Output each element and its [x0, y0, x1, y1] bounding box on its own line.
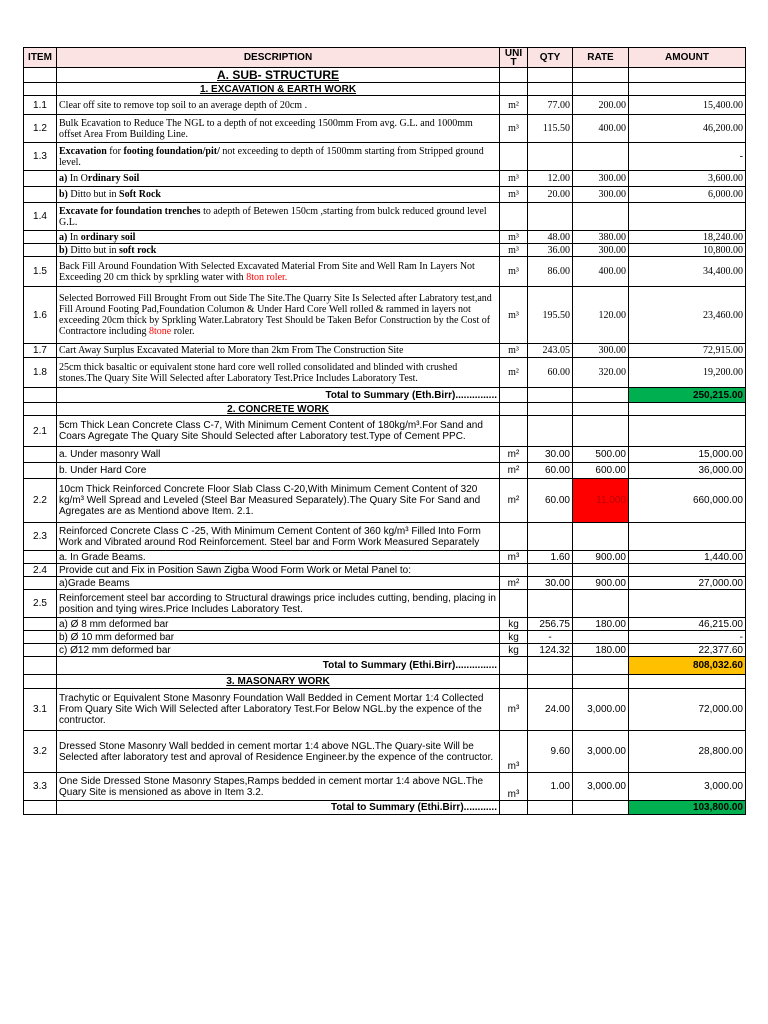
table-row — [24, 631, 746, 644]
item-description: 10cm Thick Reinforced Concrete Floor Slab Class C-20,With Minimum Cement Content of 320 kg/m³ Well Spread and Leveled (Steel Bar Measured Separately).The Quary Site For Sand and Agregates are as Mentiond above Item. 2.1. — [57, 479, 500, 523]
item-unit: m³ — [500, 171, 528, 187]
item-description: a. Under masonry Wall — [57, 447, 500, 463]
item-rate: 180.00 — [573, 618, 629, 631]
table-row — [24, 618, 746, 631]
group-title: 1. EXCAVATION & EARTH WORK — [57, 83, 500, 96]
item-description: Clear off site to remove top soil to an average depth of 20cm . — [57, 96, 500, 115]
table-row — [24, 577, 746, 590]
item-rate: 3,000.00 — [573, 731, 629, 773]
item-amount: 36,000.00 — [629, 463, 746, 479]
item-qty: 1.60 — [528, 551, 573, 564]
item-number: 1.5 — [24, 257, 57, 287]
item-unit: m² — [500, 577, 528, 590]
item-unit: m³ — [500, 231, 528, 244]
item-number: 1.1 — [24, 96, 57, 115]
item-description: Excavate for foundation trenches to adepth of Betewen 150cm ,starting from bulck reduced ground level G.L. — [57, 203, 500, 231]
item-qty: 9.60 — [528, 731, 573, 773]
table-row — [24, 143, 746, 171]
item-qty: - — [528, 631, 573, 644]
item-amount: 46,200.00 — [629, 115, 746, 143]
table-row — [24, 257, 746, 287]
item-description: Trachytic or Equivalent Stone Masonry Foundation Wall Bedded in Cement Mortar 1:4 Collected From Quary Site Wich Will Selected after Laboratory Test.For Below NGL.by the expence of the contructor. — [57, 689, 500, 731]
item-amount: - — [629, 631, 746, 644]
item-qty: 1.00 — [528, 773, 573, 801]
item-qty: 36.00 — [528, 244, 573, 257]
item-number: 3.3 — [24, 773, 57, 801]
item-description: Dressed Stone Masonry Wall bedded in cement mortar 1:4 above NGL.The Quary-site Will be Selected after laboratory test and aproval of Residence Engineer.by the expence of the contructor. — [57, 731, 500, 773]
total-row — [24, 801, 746, 815]
total-label: Total to Summary (Eth.Birr)............... — [57, 388, 500, 403]
total-amount: 808,032.60 — [629, 657, 746, 675]
item-number: 2.5 — [24, 590, 57, 618]
total-row — [24, 388, 746, 403]
table-row — [24, 590, 746, 618]
item-qty: 20.00 — [528, 187, 573, 203]
item-rate: 180.00 — [573, 644, 629, 657]
item-qty: 60.00 — [528, 463, 573, 479]
item-unit: m³ — [500, 244, 528, 257]
item-number: 2.2 — [24, 479, 57, 523]
item-rate: 300.00 — [573, 244, 629, 257]
item-amount: 28,800.00 — [629, 731, 746, 773]
header-item: ITEM — [24, 48, 57, 68]
table-row — [24, 231, 746, 244]
item-number: 1.7 — [24, 344, 57, 358]
group-row — [24, 83, 746, 96]
item-description: Excavation for footing foundation/pit/ not exceeding to depth of 1500mm starting from Stripped ground level. — [57, 143, 500, 171]
item-amount: 10,800.00 — [629, 244, 746, 257]
table-row — [24, 344, 746, 358]
table-row — [24, 731, 746, 773]
item-unit: m³ — [500, 731, 528, 773]
item-qty: 256.75 — [528, 618, 573, 631]
item-rate: 600.00 — [573, 463, 629, 479]
item-amount: 72,000.00 — [629, 689, 746, 731]
table-row — [24, 644, 746, 657]
item-rate: 11,000 — [573, 479, 629, 523]
item-qty: 48.00 — [528, 231, 573, 244]
header-description: DESCRIPTION — [57, 48, 500, 68]
item-unit: m³ — [500, 551, 528, 564]
item-rate: 900.00 — [573, 551, 629, 564]
table-row — [24, 187, 746, 203]
item-qty: 30.00 — [528, 577, 573, 590]
item-rate: 400.00 — [573, 115, 629, 143]
table-row — [24, 171, 746, 187]
item-amount: 22,377.60 — [629, 644, 746, 657]
table-row — [24, 115, 746, 143]
item-description: a) In ordinary soil — [57, 231, 500, 244]
header-amount: AMOUNT — [629, 48, 746, 68]
item-rate: 500.00 — [573, 447, 629, 463]
header-qty: QTY — [528, 48, 573, 68]
item-qty: 12.00 — [528, 171, 573, 187]
item-unit: m² — [500, 479, 528, 523]
item-description: b) Ditto but in soft rock — [57, 244, 500, 257]
item-rate: 300.00 — [573, 187, 629, 203]
item-number: 1.3 — [24, 143, 57, 171]
item-description: One Side Dressed Stone Masonry Stapes,Ramps bedded in cement mortar 1:4 above NGL.The Quary Site is mensioned as above in Item 3.2. — [57, 773, 500, 801]
header-rate: RATE — [573, 48, 629, 68]
boq-table — [23, 47, 746, 815]
item-unit: m³ — [500, 187, 528, 203]
item-unit: kg — [500, 631, 528, 644]
item-rate: 320.00 — [573, 358, 629, 388]
table-row — [24, 523, 746, 551]
item-qty: 77.00 — [528, 96, 573, 115]
item-unit: m³ — [500, 115, 528, 143]
item-description: c) Ø12 mm deformed bar — [57, 644, 500, 657]
item-amount: 15,000.00 — [629, 447, 746, 463]
item-description: b) Ø 10 mm deformed bar — [57, 631, 500, 644]
item-qty: 243.05 — [528, 344, 573, 358]
item-amount: 18,240.00 — [629, 231, 746, 244]
table-row — [24, 773, 746, 801]
item-description: 25cm thick basaltic or equivalent stone hard core well rolled consolidated and blinded with crushed stones.The Quary Site Will Selected after Laboratory Test.Price Includes Laboratory Test. — [57, 358, 500, 388]
item-description: a) In Ordinary Soil — [57, 171, 500, 187]
item-description: Reinforced Concrete Class C -25, With Minimum Cement Content of 360 kg/m³ Filled Into Form Work and Vibrated around Rod Reinforcement. Steel bar and Form Work Measured Separately — [57, 523, 500, 551]
item-qty: 124.32 — [528, 644, 573, 657]
item-rate: 300.00 — [573, 171, 629, 187]
item-amount: 6,000.00 — [629, 187, 746, 203]
item-qty: 115.50 — [528, 115, 573, 143]
item-number: 1.8 — [24, 358, 57, 388]
table-row — [24, 463, 746, 479]
item-number: 3.2 — [24, 731, 57, 773]
item-amount: 72,915.00 — [629, 344, 746, 358]
item-description: Provide cut and Fix in Position Sawn Zigba Wood Form Work or Metal Panel to: — [57, 564, 500, 577]
item-amount: 34,400.00 — [629, 257, 746, 287]
item-qty: 86.00 — [528, 257, 573, 287]
header-row — [24, 48, 746, 68]
item-qty: 30.00 — [528, 447, 573, 463]
item-description: a) Ø 8 mm deformed bar — [57, 618, 500, 631]
table-row — [24, 564, 746, 577]
item-rate: 380.00 — [573, 231, 629, 244]
table-row — [24, 96, 746, 115]
group-row — [24, 403, 746, 416]
item-description: a. In Grade Beams. — [57, 551, 500, 564]
total-label: Total to Summary (Ethi.Birr)............ — [57, 801, 500, 815]
item-amount: 660,000.00 — [629, 479, 746, 523]
item-unit: kg — [500, 644, 528, 657]
item-number: 1.2 — [24, 115, 57, 143]
item-unit: m³ — [500, 344, 528, 358]
item-unit: kg — [500, 618, 528, 631]
header-unit: UNI T — [500, 48, 528, 68]
item-amount: 3,000.00 — [629, 773, 746, 801]
item-unit: m² — [500, 96, 528, 115]
total-label: Total to Summary (Ethi.Birr)............... — [57, 657, 500, 675]
item-description: b) Ditto but in Soft Rock — [57, 187, 500, 203]
item-qty: 24.00 — [528, 689, 573, 731]
item-amount: 1,440.00 — [629, 551, 746, 564]
table-row — [24, 479, 746, 523]
item-description: Back Fill Around Foundation With Selected Excavated Material From Site and Well Ram In Layers Not Exceeding 20 cm thick by sprkling water with 8ton roler. — [57, 257, 500, 287]
item-number: 2.4 — [24, 564, 57, 577]
group-title: 2. CONCRETE WORK — [57, 403, 500, 416]
total-amount: 103,800.00 — [629, 801, 746, 815]
item-rate: 200.00 — [573, 96, 629, 115]
item-amount: 19,200.00 — [629, 358, 746, 388]
item-description: Bulk Ecavation to Reduce The NGL to a depth of not exceeding 1500mm From avg. G.L. and 1000mm offset Area From Building Line. — [57, 115, 500, 143]
section-row — [24, 68, 746, 83]
group-row — [24, 675, 746, 689]
item-number: 1.4 — [24, 203, 57, 231]
item-amount: 23,460.00 — [629, 287, 746, 344]
item-unit: m³ — [500, 257, 528, 287]
item-number: 2.3 — [24, 523, 57, 551]
total-row — [24, 657, 746, 675]
table-row — [24, 358, 746, 388]
item-rate: 120.00 — [573, 287, 629, 344]
item-qty: 60.00 — [528, 358, 573, 388]
item-amount: 46,215.00 — [629, 618, 746, 631]
item-qty: 195.50 — [528, 287, 573, 344]
section-title: A. SUB- STRUCTURE — [57, 68, 500, 83]
table-row — [24, 689, 746, 731]
item-amount: 15,400.00 — [629, 96, 746, 115]
total-amount: 250,215.00 — [629, 388, 746, 403]
item-number: 1.6 — [24, 287, 57, 344]
item-qty: 60.00 — [528, 479, 573, 523]
table-row — [24, 551, 746, 564]
item-number: 3.1 — [24, 689, 57, 731]
table-row — [24, 447, 746, 463]
table-row — [24, 244, 746, 257]
item-number: 2.1 — [24, 416, 57, 447]
item-description: Reinforcement steel bar according to Structural drawings price includes cutting, bending, placing in position and tying wires.Price Includes Laboratory Test. — [57, 590, 500, 618]
item-rate: 300.00 — [573, 344, 629, 358]
table-row — [24, 416, 746, 447]
item-amount: - — [629, 143, 746, 171]
item-rate: 3,000.00 — [573, 689, 629, 731]
item-amount: 27,000.00 — [629, 577, 746, 590]
item-unit: m³ — [500, 773, 528, 801]
item-unit: m² — [500, 463, 528, 479]
table-row — [24, 287, 746, 344]
item-unit: m² — [500, 358, 528, 388]
item-unit: m³ — [500, 689, 528, 731]
item-description: b. Under Hard Core — [57, 463, 500, 479]
item-rate: 3,000.00 — [573, 773, 629, 801]
item-description: Selected Borrowed Fill Brought From out Side The Site.The Quarry Site Is Selected after Labratory test,and Fill Around Footing Pad,Foundation Columon & Under Hard Core Well rolled & rammed in layers not exceeding 20cm thick by Sprkling Water.Labratory Test Should be Taken Befor Construction by the Cost of Contractore including 8tone roler. — [57, 287, 500, 344]
item-unit: m³ — [500, 287, 528, 344]
table-row — [24, 203, 746, 231]
item-rate: 400.00 — [573, 257, 629, 287]
item-unit: m² — [500, 447, 528, 463]
group-title: 3. MASONARY WORK — [57, 675, 500, 689]
item-amount: 3,600.00 — [629, 171, 746, 187]
item-description: 5cm Thick Lean Concrete Class C-7, With Minimum Cement Content of 180kg/m³.For Sand and Coars Agregate The Quary Site Should Selected after Laboratory test.Type of Cement PPC. — [57, 416, 500, 447]
item-rate: 900.00 — [573, 577, 629, 590]
item-description: a)Grade Beams — [57, 577, 500, 590]
item-description: Cart Away Surplus Excavated Material to More than 2km From The Construction Site — [57, 344, 500, 358]
